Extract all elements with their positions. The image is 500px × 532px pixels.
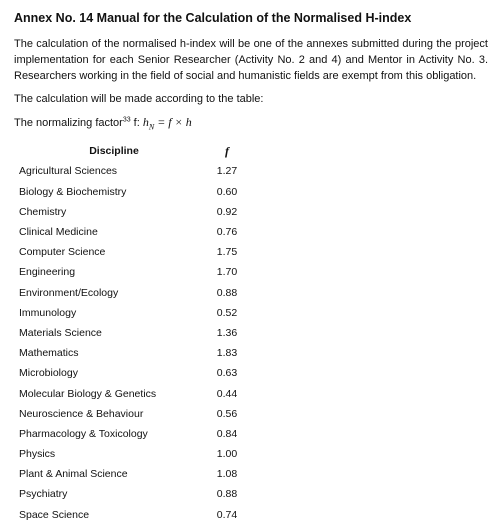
table-row [19,242,245,262]
table-row [19,404,245,424]
table-row [19,464,245,484]
discipline-cell: Immunology [19,306,77,319]
factor-cell: 1.83 [216,347,238,360]
formula-h-subscript: N [148,122,155,132]
annex-heading: Annex No. 14 Manual for the Calculation of the Normalised H-index [14,11,412,25]
discipline-cell: Pharmacology & Toxicology [19,427,148,440]
discipline-cell: Plant & Animal Science [19,468,128,481]
factor-cell: 1.08 [216,468,238,481]
normalizing-factor-line [14,114,488,135]
discipline-cell: Mathematics [19,347,79,360]
discipline-cell: Neuroscience & Behaviour [19,407,144,420]
formula-math [142,115,192,132]
table-row [19,202,245,222]
discipline-cell: Psychiatry [19,488,68,501]
table-row [19,182,245,202]
factor-cell: 0.74 [216,508,238,521]
discipline-cell: Engineering [19,266,76,279]
table-row [19,363,245,383]
table-header-row [19,141,245,161]
discipline-cell: Chemistry [19,205,67,218]
factor-cell: 0.63 [216,367,238,380]
table-row [19,444,245,464]
formula-rhs: = f × h [154,115,192,129]
factor-cell: 1.27 [216,165,238,178]
discipline-cell: Environment/Ecology [19,286,119,299]
normalization-table [19,141,245,524]
factor-cell: 0.92 [216,205,238,218]
discipline-cell: Molecular Biology & Genetics [19,387,157,400]
table-row [19,505,245,525]
table-row [19,222,245,242]
table-row [19,424,245,444]
factor-cell: 0.44 [216,387,238,400]
table-row [19,161,245,181]
table-row [19,484,245,504]
intro-paragraph: The calculation of the normalised h-index will be one of the annexes submitted during the project implementation for each Senior Researcher (Activity No. 2 and 4) and Mentor in Activity No. 3. Researchers working in the field of social and humanistic fields are exempt from this obligation. [14,38,488,82]
factor-cell: 0.52 [216,306,238,319]
factor-cell: 1.00 [216,448,238,461]
formula-h-symbol: h [142,115,149,129]
factor-cell: 0.84 [216,427,238,440]
table-row [19,343,245,363]
discipline-cell: Physics [19,448,56,461]
table-row [19,283,245,303]
document-page [14,10,488,525]
discipline-cell: Clinical Medicine [19,226,98,239]
discipline-cell: Space Science [19,508,90,521]
discipline-cell: Biology & Biochemistry [19,185,127,198]
factor-cell: 1.75 [216,246,238,259]
factor-cell: 1.70 [216,266,238,279]
factor-cell: 0.60 [216,185,238,198]
discipline-cell: Agricultural Sciences [19,165,118,178]
factor-cell: 0.88 [216,488,238,501]
table-row [19,303,245,323]
table-row [19,323,245,343]
formula-suffix: f: [130,117,143,129]
factor-cell: 0.56 [216,407,238,420]
factor-cell: 0.76 [216,226,238,239]
discipline-cell: Microbiology [19,367,78,380]
formula-prefix: The normalizing factor [14,117,123,129]
discipline-cell: Computer Science [19,246,106,259]
header-f: f [225,143,229,158]
factor-cell: 1.36 [216,326,238,339]
discipline-cell: Materials Science [19,326,102,339]
factor-cell: 0.88 [216,286,238,299]
table-row [19,262,245,282]
table-body [19,161,245,524]
footnote-marker: 33 [122,116,131,124]
table-intro: The calculation will be made according to the table: [14,93,264,105]
header-discipline: Discipline [89,145,139,158]
table-row [19,383,245,403]
